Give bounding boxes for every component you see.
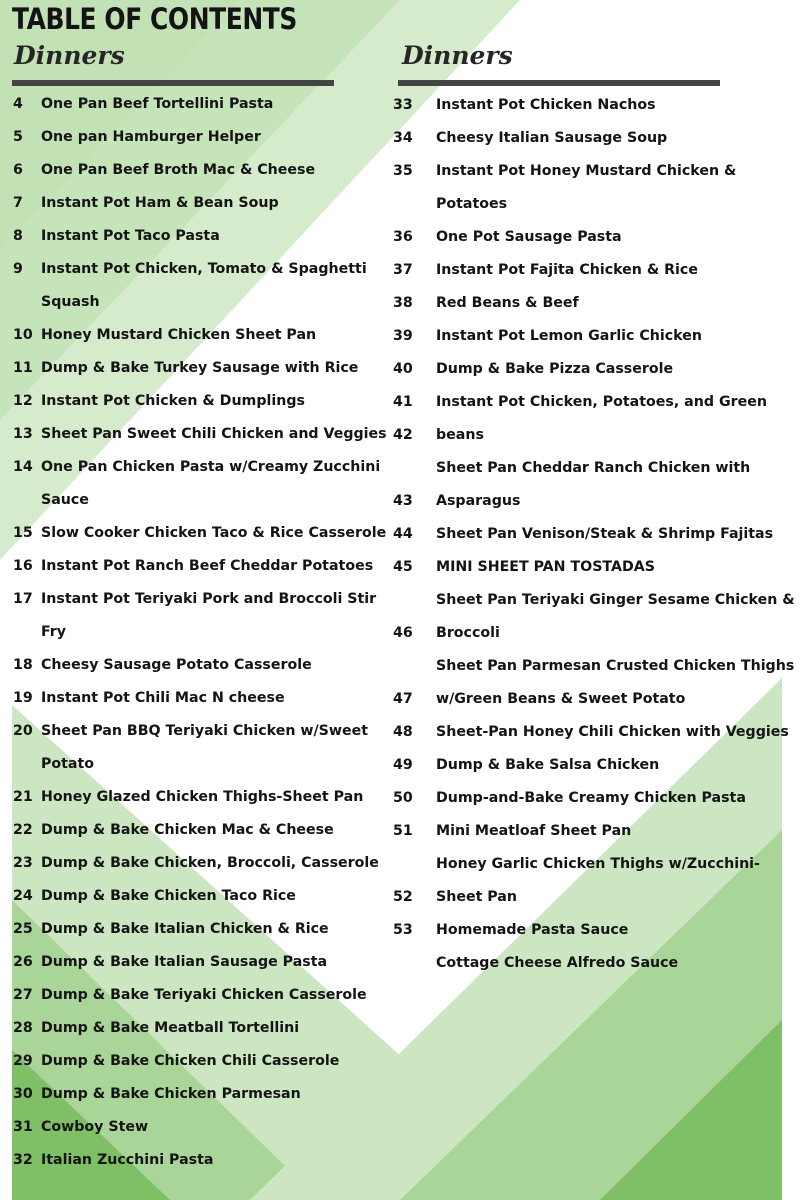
toc-entry-title: Mini Meatloaf Sheet Pan	[436, 823, 632, 839]
toc-entry-title: Sauce	[41, 492, 89, 508]
toc-entry-title: Asparagus	[436, 493, 521, 509]
toc-page-number: 24	[13, 888, 33, 904]
right-heading-underline	[398, 80, 720, 86]
toc-page-number: 35	[393, 163, 413, 179]
toc-entry-title: Instant Pot Ham & Bean Soup	[41, 195, 279, 211]
toc-page-number: 31	[13, 1119, 33, 1135]
toc-entry-title: One Pan Beef Broth Mac & Cheese	[41, 162, 316, 178]
toc-entry-title: Dump & Bake Chicken Chili Casserole	[41, 1053, 340, 1069]
toc-page-number: 32	[13, 1152, 33, 1168]
toc-entry-title: Potatoes	[436, 196, 508, 212]
toc-page-number: 43	[393, 493, 413, 509]
toc-page-number: 25	[13, 921, 33, 937]
toc-entry-title: Dump & Bake Salsa Chicken	[436, 757, 660, 773]
toc-page-number: 52	[393, 889, 413, 905]
toc-page-number: 26	[13, 954, 33, 970]
toc-page-number: 46	[393, 625, 413, 641]
toc-entry-title: Dump & Bake Teriyaki Chicken Casserole	[41, 987, 367, 1003]
toc-page-number: 13	[13, 426, 33, 442]
toc-entry-title: Cottage Cheese Alfredo Sauce	[436, 955, 679, 971]
toc-entry-title: Sheet Pan Teriyaki Ginger Sesame Chicken &	[436, 592, 795, 608]
toc-entry-title: Sheet Pan Venison/Steak & Shrimp Fajitas	[436, 526, 774, 542]
toc-entry-title: Instant Pot Chili Mac N cheese	[41, 690, 285, 706]
toc-entry-title: Dump & Bake Chicken Taco Rice	[41, 888, 296, 904]
toc-page-number: 15	[13, 525, 33, 541]
toc-page-number: 23	[13, 855, 33, 871]
toc-page-number: 51	[393, 823, 413, 839]
toc-page-number: 20	[13, 723, 33, 739]
toc-page-number: 45	[393, 559, 413, 575]
toc-page-number: 39	[393, 328, 413, 344]
toc-page-number: 16	[13, 558, 33, 574]
toc-page-number: 19	[13, 690, 33, 706]
toc-page-number: 10	[13, 327, 33, 343]
toc-entry-title: Instant Pot Teriyaki Pork and Broccoli Stir	[41, 591, 377, 607]
toc-page-number: 9	[13, 261, 23, 277]
toc-entry-title: Instant Pot Chicken, Tomato & Spaghetti	[41, 261, 367, 277]
toc-entry-title: Dump & Bake Turkey Sausage with Rice	[41, 360, 359, 376]
toc-entry-title: Sheet Pan BBQ Teriyaki Chicken w/Sweet	[41, 723, 369, 739]
toc-page-number: 53	[393, 922, 413, 938]
toc-entry-title: Potato	[41, 756, 95, 772]
toc-entry-title: Instant Pot Taco Pasta	[41, 228, 220, 244]
toc-entry-title: Sheet Pan	[436, 889, 517, 905]
toc-entry-title: Honey Mustard Chicken Sheet Pan	[41, 327, 317, 343]
toc-page-number: 29	[13, 1053, 33, 1069]
toc-page-number: 28	[13, 1020, 33, 1036]
toc-entry-title: Homemade Pasta Sauce	[436, 922, 629, 938]
toc-entry-title: w/Green Beans & Sweet Potato	[436, 691, 686, 707]
toc-entry-title: Dump & Bake Italian Sausage Pasta	[41, 954, 328, 970]
page-title: TABLE OF CONTENTS	[12, 2, 297, 36]
toc-page-number: 7	[13, 195, 23, 211]
toc-page-number: 50	[393, 790, 413, 806]
toc-page-number: 21	[13, 789, 33, 805]
toc-entry-title: Instant Pot Fajita Chicken & Rice	[436, 262, 698, 278]
toc-entry-title: Dump & Bake Chicken Mac & Cheese	[41, 822, 334, 838]
toc-page-number: 14	[13, 459, 33, 475]
toc-entry-title: Instant Pot Honey Mustard Chicken &	[436, 163, 737, 179]
left-heading-underline	[12, 80, 334, 86]
toc-page-number: 4	[13, 96, 23, 112]
toc-entry-title: MINI SHEET PAN TOSTADAS	[436, 559, 655, 575]
toc-entry-title: Sheet Pan Cheddar Ranch Chicken with	[436, 460, 751, 476]
left-column-heading: Dinners	[14, 41, 125, 70]
toc-entry-title: Dump & Bake Italian Chicken & Rice	[41, 921, 329, 937]
right-column-heading: Dinners	[402, 41, 513, 70]
toc-page-number: 8	[13, 228, 23, 244]
toc-entry-title: Cheesy Italian Sausage Soup	[436, 130, 668, 146]
toc-page-number: 49	[393, 757, 413, 773]
toc-page-number: 12	[13, 393, 33, 409]
toc-entry-title: Slow Cooker Chicken Taco & Rice Casserole	[41, 525, 387, 541]
toc-page-number: 40	[393, 361, 413, 377]
toc-entry-title: Instant Pot Chicken, Potatoes, and Green	[436, 394, 767, 410]
toc-page-number: 34	[393, 130, 413, 146]
toc-entry-title: Red Beans & Beef	[436, 295, 579, 311]
toc-entry-title: Dump & Bake Chicken Parmesan	[41, 1086, 301, 1102]
toc-entry-title: Italian Zucchini Pasta	[41, 1152, 214, 1168]
toc-entry-title: Sheet-Pan Honey Chili Chicken with Veggies	[436, 724, 789, 740]
toc-entry-title: Dump & Bake Meatball Tortellini	[41, 1020, 300, 1036]
toc-page-number: 11	[13, 360, 33, 376]
toc-page-number: 41	[393, 394, 413, 410]
toc-entry-title: Dump-and-Bake Creamy Chicken Pasta	[436, 790, 746, 806]
toc-page-number: 42	[393, 427, 413, 443]
toc-entry-title: Instant Pot Lemon Garlic Chicken	[436, 328, 702, 344]
toc-page-number: 37	[393, 262, 413, 278]
toc-entry-title: One Pan Beef Tortellini Pasta	[41, 96, 274, 112]
toc-entry-title: Instant Pot Chicken & Dumplings	[41, 393, 305, 409]
toc-page-number: 27	[13, 987, 33, 1003]
toc-page-number: 30	[13, 1086, 33, 1102]
toc-entry-title: Dump & Bake Chicken, Broccoli, Casserole	[41, 855, 379, 871]
toc-entry-title: Broccoli	[436, 625, 500, 641]
toc-entry-title: Fry	[41, 624, 67, 640]
toc-entry-title: Instant Pot Ranch Beef Cheddar Potatoes	[41, 558, 374, 574]
toc-entry-title: Cheesy Sausage Potato Casserole	[41, 657, 312, 673]
toc-page-number: 47	[393, 691, 413, 707]
toc-page-number: 38	[393, 295, 413, 311]
toc-entry-title: Honey Glazed Chicken Thighs-Sheet Pan	[41, 789, 364, 805]
toc-page-number: 44	[393, 526, 413, 542]
toc-entry-title: Sheet Pan Parmesan Crusted Chicken Thighs	[436, 658, 795, 674]
toc-page-number: 33	[393, 97, 413, 113]
toc-page-number: 22	[13, 822, 33, 838]
toc-entry-title: Dump & Bake Pizza Casserole	[436, 361, 674, 377]
toc-entry-title: Honey Garlic Chicken Thighs w/Zucchini-	[436, 856, 760, 872]
toc-entry-title: One Pan Chicken Pasta w/Creamy Zucchini	[41, 459, 381, 475]
toc-page-number: 18	[13, 657, 33, 673]
toc-entry-title: One pan Hamburger Helper	[41, 129, 261, 145]
toc-entry-title: Cowboy Stew	[41, 1119, 149, 1135]
toc-page-number: 48	[393, 724, 413, 740]
toc-page-number: 36	[393, 229, 413, 245]
toc-entry-title: Squash	[41, 294, 100, 310]
toc-page-number: 17	[13, 591, 33, 607]
toc-entry-title: One Pot Sausage Pasta	[436, 229, 622, 245]
toc-page-number: 5	[13, 129, 23, 145]
toc-entry-title: beans	[436, 427, 484, 443]
toc-entry-title: Instant Pot Chicken Nachos	[436, 97, 656, 113]
toc-entry-title: Sheet Pan Sweet Chili Chicken and Veggies	[41, 426, 387, 442]
toc-page-number: 6	[13, 162, 23, 178]
